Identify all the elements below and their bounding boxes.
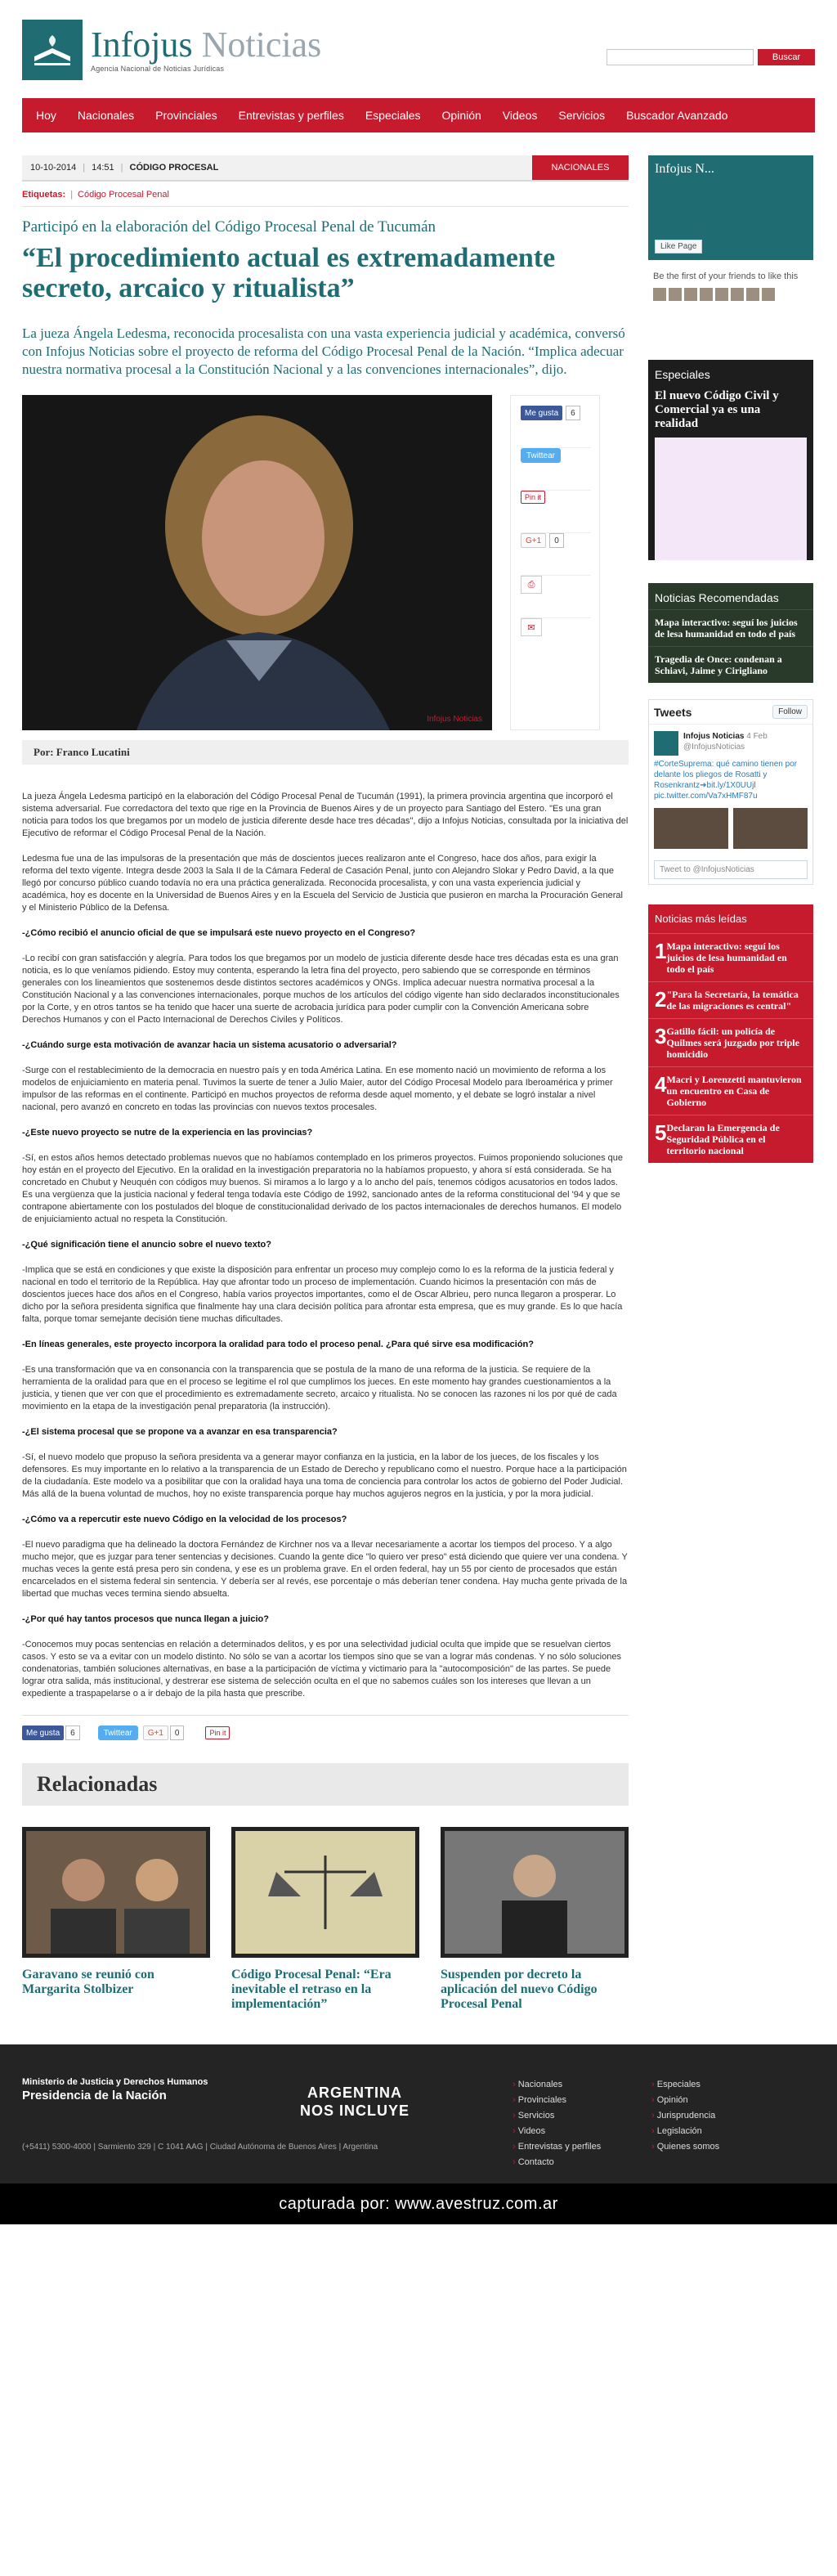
twitter-follow-button[interactable]: Follow <box>772 705 808 719</box>
article-paragraph: Ledesma fue una de las impulsoras de la presentación que más de doscientos jueces realizaron ante el Congreso, hace dos años, para exigir la reforma del texto vigente. Integra desde 2003 la Sala II de la Cámara Federal de Casación Penal, junto con Alejandro Slokar y Pedro David, a la que llegó por concurso público cuando todavía no era una práctica generalizada. Reconocida procesalista, y con una vasta experiencia judicial y académica, hoy es docente en la Universidad de Buenos Aires y en la Escuela del Servicio de Justicia que pusieron en marcha la Procuración General y el Ministerio Público de la Defensa. <box>22 854 623 913</box>
site-logo[interactable] <box>22 20 321 80</box>
print-icon[interactable]: ⎙ <box>521 576 542 594</box>
footer-link[interactable]: › Contacto <box>512 2155 651 2170</box>
footer-links <box>512 2077 790 2170</box>
footer-address: (+5411) 5300-4000 | Sarmiento 329 | C 1041 AAG | Ciudad Autónoma de Buenos Aires | Argentina <box>22 2143 378 2152</box>
article-paragraph: -Conocemos muy pocas sentencias en relación a determinados delitos, y es por una selectividad judicial oculta que impide que se resuelvan ciertos casos. Y esto se va a evitar con un modelo distinto. No sólo se van a acortar los tiempos sino que se van a lograr más condenas. Y no sólo soluciones condenatorias, también soluciones alternativas, en base a la participación de víctima y victimario para la "autocomposición" de las partes. Se puede lograr otra salida, más institucional, y destrerar ese sistema de selección oculta en el que no sabemos cuáles son los intereses que llevan a un expediente a traspapelarse o a ir debajo de la pila hasta que prescribe. <box>22 1640 621 1699</box>
ministry-name: Ministerio de Justicia y Derechos Humanos <box>22 2077 208 2087</box>
article-author: Por: Franco Lucatini <box>22 740 629 765</box>
tag-link[interactable]: Código Procesal Penal <box>78 190 169 200</box>
avatar <box>654 731 678 756</box>
article-paragraph: -Sí, el nuevo modelo que propuso la señora presidenta va a generar mayor confianza en la justicia, en la labor de los jueces, de los fiscales y los defensores. Es muy importante en lo relativo a la transparencia de un Estado de Derecho y republicano como el nuestro. Porque hace a la participación de la ciudadanía. Este modelo va a posibilitar que con la oralidad haya una toma de conciencia para controlar los actos de gobierno del Poder Judicial. Más allá de la buena voluntad de muchos, hoy no existe transparencia porque hay muchos agujeros negros en la justicia, y por la mora judicial. <box>22 1452 627 1499</box>
especiales-title: El nuevo Código Civil y Comercial ya es una realidad <box>655 389 779 430</box>
interview-question: -¿Cómo recibió el anuncio oficial de que se impulsará este nuevo proyecto en el Congreso? <box>22 928 416 938</box>
nav-servicios[interactable]: Servicios <box>558 109 606 122</box>
footer-link[interactable]: › Nacionales <box>512 2077 651 2093</box>
especiales-heading: Especiales <box>655 368 710 381</box>
facebook-page-name: Infojus N... <box>655 162 714 176</box>
facebook-widget <box>648 155 813 260</box>
interview-question: -¿El sistema procesal que se propone va a avanzar en esa transparencia? <box>22 1427 338 1437</box>
argentina-nos-incluye-logo: ARGENTINA NOS INCLUYE <box>300 2085 410 2119</box>
nav-entrevistas[interactable]: Entrevistas y perfiles <box>238 109 344 122</box>
google-plus-count: 0 <box>549 533 564 548</box>
interview-question: -¿Este nuevo proyecto se nutre de la experiencia en las provincias? <box>22 1128 313 1138</box>
footer-link[interactable]: › Provinciales <box>512 2093 651 2108</box>
site-footer <box>0 2044 837 2183</box>
tweet-handle: @InfojusNoticias <box>683 743 745 752</box>
related-item-title: Suspenden por decreto la aplicación del nuevo Código Procesal Penal <box>441 1968 598 2011</box>
tweet-date: 4 Feb <box>746 732 768 741</box>
presidency-name: Presidencia de la Nación <box>22 2089 167 2103</box>
article-column <box>22 155 629 2012</box>
search-button[interactable]: Buscar <box>758 49 815 65</box>
share-panel <box>510 395 600 730</box>
interview-question: -¿Cómo va a repercutir este nuevo Código en la velocidad de los procesos? <box>22 1515 347 1524</box>
bottom-share-bar <box>22 1715 629 1740</box>
interview-question: -¿Qué significación tiene el anuncio sobre el nuevo texto? <box>22 1240 271 1250</box>
nav-opinion[interactable]: Opinión <box>441 109 481 122</box>
category-badge[interactable]: NACIONALES <box>532 155 629 180</box>
article-lead: La jueza Ángela Ledesma, reconocida procesalista con una vasta experiencia judicial y académica, conversó con Infojus Noticias sobre el proyecto de reforma del Código Procesal Penal de la Nación. “Implica adecuar nuestra normativa procesal a la Constitución Nacional y a las convenciones internacionales”, dijo. <box>22 325 625 377</box>
nav-provinciales[interactable]: Provinciales <box>155 109 217 122</box>
article-paragraph: -El nuevo paradigma que ha delineado la doctora Fernández de Kirchner nos va a llevar necesariamente a acortar los tiempos del proceso. Y a algo mucho mejor, que es juzgar para tener sentencias y decisiones. Cuando la gente dice "lo quiero ver preso" está diciendo que quiere ver una condena. Y muchas veces la gente está presa pero sin condena, y ese es un problema grave. En el orden federal, hay un 55 por ciento de procesados que están encarcelados en el sistema federal sin sentencia. Y debería ser al revés, ese porcentaje o más deberían tener condena. Hay mucha gente privada de la libertad que muchas veces termina siendo absuelta. <box>22 1540 628 1599</box>
tweet-button[interactable]: Twittear <box>521 448 561 463</box>
twitter-widget <box>648 699 813 885</box>
nav-buscador[interactable]: Buscador Avanzado <box>626 109 728 122</box>
mas-leida-item[interactable]: 4 Macri y Lorenzetti mantuvieron un encuentro en Casa de Gobierno <box>648 1067 813 1115</box>
google-plus-button[interactable]: G+1 <box>521 533 546 548</box>
article-date: 10-10-2014 <box>30 163 77 173</box>
tags-label: Etiquetas: <box>22 190 66 200</box>
search-form <box>606 49 815 65</box>
footer-link[interactable]: › Legislación <box>651 2124 790 2139</box>
recomendada-item[interactable]: Tragedia de Once: condenan a Schiavi, Jaime y Cirigliano <box>648 646 813 683</box>
footer-link[interactable]: › Servicios <box>512 2108 651 2124</box>
mas-leidas-box <box>648 904 813 1163</box>
mas-leida-item[interactable]: 1 Mapa interactivo: seguí los juicios de lesa humanidad en todo el país <box>648 934 813 982</box>
pinterest-button-bottom[interactable]: Pin it <box>205 1726 230 1739</box>
related-item[interactable] <box>22 1827 210 2012</box>
logo-title-dark: Infojus <box>91 25 193 65</box>
tweet <box>649 725 812 855</box>
related-title: Relacionadas <box>22 1763 629 1806</box>
article-paragraph: -Es una transformación que va en consonancia con la transparencia que se postula de la mano de una reforma de la justicia. Se requiere de la herramienta de la oralidad para que en el proceso se legitime el rol que cumplimos los jueces. En este momento hay grandes cuestionamientos a la justicia, y tienen que ver con que el procedimiento es extremadamente secreto, arcaico y ritualista. No se conocen las razones ni los por qué de cada movimiento en la etapa de la investigación penal preparatoria (la instrucción). <box>22 1365 617 1411</box>
facebook-like-page-button[interactable]: Like Page <box>655 240 702 254</box>
mas-leidas-heading: Noticias más leídas <box>648 904 813 934</box>
government-logo <box>22 2077 208 2103</box>
facebook-count: 6 <box>566 406 580 420</box>
related-thumbnail <box>231 1827 419 1958</box>
interview-question: -¿Cuándo surge esta motivación de avanzar hacia un sistema acusatorio o adversarial? <box>22 1040 397 1050</box>
mas-leida-item[interactable]: 5 Declaran la Emergencia de Seguridad Pública en el territorio nacional <box>655 1120 780 1156</box>
facebook-like-button-bottom[interactable]: Me gusta <box>22 1726 64 1740</box>
article-paragraph: La jueza Ángela Ledesma participó en la elaboración del Código Procesal Penal de Tucumán (1991), la primera provincia argentina que incorporó el sistema adversarial. Fue corredactora del texto que rige en la Provincia de Buenos Aires y de un proyecto para Santiago del Estero. "Es una gran noticia para todos los que bregamos por un modelo de justicia diferente desde hace tres décadas", dijo a Infojus Noticias, consultada por la iniciativa del Ejecutivo de reformar el Código Procesal Penal de la Nación. <box>22 792 629 838</box>
article-meta-bar: 10-10-2014 | 14:51 | CÓDIGO PROCESAL NACIONALES <box>22 155 629 182</box>
interview-question: -¿Por qué hay tantos procesos que nunca llegan a juicio? <box>22 1614 269 1624</box>
related-item[interactable] <box>441 1827 629 2012</box>
sidebar <box>648 155 813 2012</box>
main-nav <box>22 98 815 132</box>
search-input[interactable] <box>606 49 754 65</box>
footer-link[interactable]: › Especiales <box>651 2077 790 2093</box>
footer-link[interactable]: › Opinión <box>651 2093 790 2108</box>
article-time: 14:51 <box>92 163 114 173</box>
tweet-button-bottom[interactable]: Twittear <box>98 1726 138 1740</box>
nav-especiales[interactable]: Especiales <box>365 109 421 122</box>
article-kicker: Participó en la elaboración del Código Procesal Penal de Tucumán <box>22 218 436 236</box>
facebook-friends <box>648 272 813 337</box>
article-paragraph: -Sí, en estos años hemos detectado problemas nuevos que no habíamos contemplado en los primeros proyectos. Fuimos proponiendo soluciones que hoy están en el proyecto del Ejecutivo. En la oralidad en la investigación preparatoria no la habíamos propuesto, y ahora sí está considerada. Se ha concretado en Chubut y Neuquén con códigos muy buenos. Si miramos a lo largo y a lo ancho del país, tenemos códigos acusatorios en todos lados. Es una vergüenza que la justicia nacional y federal tenga todavía este Código de 1992, sancionado antes de la reforma constitucional del '94 y que se contrapone abiertamente con los postulados del bloque de constitucionalidad derivado de los pactos internacionales de derechos humanos. El modelo de enjuiciamiento actual no respeta la Constitución. <box>22 1153 623 1224</box>
tweet-text[interactable]: #CorteSuprema: qué camino tienen por delante los pliegos de Rosatti y Rosenkrantz➔bit.ly/1X0UUjl pic.twitter.com/Va7xHMF87u <box>654 760 798 801</box>
mas-leida-item[interactable]: 2 "Para la Secretaría, la temática de las migraciones es central" <box>648 982 813 1019</box>
recomendadas-heading: Noticias Recomendadas <box>655 591 779 604</box>
article-body <box>22 791 629 1700</box>
nav-hoy[interactable]: Hoy <box>36 109 56 122</box>
related-section <box>22 1763 629 2012</box>
article-photo <box>22 395 492 730</box>
tweet-author[interactable]: Infojus Noticias <box>683 732 745 741</box>
logo-mark-icon <box>22 20 83 80</box>
article-headline: “El procedimiento actual es extremadamente secreto, arcaico y ritualista” <box>22 243 556 303</box>
footer-link[interactable]: › Videos <box>512 2124 651 2139</box>
google-plus-count-bottom: 0 <box>170 1726 185 1740</box>
facebook-like-button[interactable]: Me gusta <box>521 406 562 420</box>
capture-credit: capturada por: www.avestruz.com.ar <box>0 2183 837 2224</box>
facebook-friends-text: Be the first of your friends to like this <box>653 272 799 281</box>
footer-link[interactable]: › Entrevistas y perfiles <box>512 2139 651 2155</box>
related-item-title: Código Procesal Penal: “Era inevitable el retraso en la implementación” <box>231 1968 392 2011</box>
related-item[interactable] <box>231 1827 419 2012</box>
logo-subtitle: Agencia Nacional de Noticias Jurídicas <box>91 65 225 73</box>
especiales-image <box>655 438 807 560</box>
related-item-title: Garavano se reunió con Margarita Stolbizer <box>22 1968 154 1996</box>
nav-nacionales[interactable]: Nacionales <box>77 109 135 122</box>
article-paragraph: -Surge con el restablecimiento de la democracia en nuestro país y en toda América Latina. En ese momento nació un movimiento de reforma a los modelos de enjuiciamiento en materia penal. Tuvimos la suerte de tener a Julio Maier, autor del Código Procesal Modelo para Iberoamérica y primer impulsor de las reformas en el continente. Participó en muchos proyectos de reforma desde aquel momento, y el debate se logró instalar a nivel nacional, pero avanzó en concreto en todas las provincias con nuevos textos procesales. <box>22 1066 613 1112</box>
tweet-to-input[interactable]: Tweet to @InfojusNoticias <box>654 860 808 879</box>
mas-leida-item[interactable]: 3 Gatillo fácil: un policía de Quilmes será juzgado por triple homicidio <box>648 1019 813 1067</box>
page <box>22 0 815 2012</box>
related-thumbnail <box>22 1827 210 1958</box>
mail-icon[interactable]: ✉ <box>521 618 542 636</box>
footer-link[interactable]: › Jurisprudencia <box>651 2108 790 2124</box>
recomendada-item[interactable]: Mapa interactivo: seguí los juicios de lesa humanidad en todo el país <box>648 609 813 646</box>
footer-link[interactable]: › Quienes somos <box>651 2139 790 2155</box>
tweets-heading: Tweets <box>654 705 692 719</box>
especiales-box[interactable] <box>648 360 813 560</box>
article-paragraph: -Implica que se está en condiciones y que existe la disposición para enfrentar un proceso muy complejo como lo es la reforma de la justicia federal y nacional en todo el territorio de la República. Hay que afrontar todo un proceso de implementación. Cuando hicimos la presentación con más de doscientos jueces hace dos años en el Congreso, había varios proyectos importantes, como el de Oscar Albrieu, pero nunca llegaron a prosperar. Lo dicho por la señora presidenta significa que finalmente hay una clara decisión política para afrontar esta empresa, que es muy grande. Es lo que hacía falta, porque tomar semejante decisión tiene muchas dificultades. <box>22 1265 623 1324</box>
related-thumbnail <box>441 1827 629 1958</box>
tags-row: Etiquetas: | Código Procesal Penal <box>22 190 169 200</box>
article-section: CÓDIGO PROCESAL <box>129 163 219 173</box>
pinterest-button[interactable]: Pin it <box>521 491 545 504</box>
nav-videos[interactable]: Videos <box>502 109 538 122</box>
photo-caption: Infojus Noticias <box>427 715 482 724</box>
logo-title-light: Noticias <box>201 25 322 65</box>
interview-question: -En líneas generales, este proyecto incorpora la oralidad para todo el proceso penal. ¿Para qué sirve esa modificación? <box>22 1340 534 1349</box>
site-header <box>22 0 815 82</box>
article-paragraph: -Lo recibí con gran satisfacción y alegría. Para todos los que bregamos por un modelo de justicia diferente desde hace tres décadas esta es una gran noticia, es lo que veníamos pidiendo. Estoy muy contenta, esperando la letra fina del proyecto, pero sabiendo que se corresponde en términos generales con los lineamientos que sostenemos desde distintos sectores académicos y ONGs. Implica adecuar nuestra normativa procesal a la Constitución Nacional y a las convenciones internacionales, porque muchos de los artículos del código vigente han sido declarados inconstitucionales por la Corte, y en otros tantos se ha tenido que hacer una suerte de acrobacia jurídica para poder cumplir con la Convención Americana sobre Derechos Humanos y con el Pacto Internacional de Derechos Civiles y Políticos. <box>22 954 620 1025</box>
recomendadas-box <box>648 583 813 683</box>
facebook-count-bottom: 6 <box>65 1726 80 1740</box>
google-plus-button-bottom[interactable]: G+1 <box>143 1726 168 1740</box>
